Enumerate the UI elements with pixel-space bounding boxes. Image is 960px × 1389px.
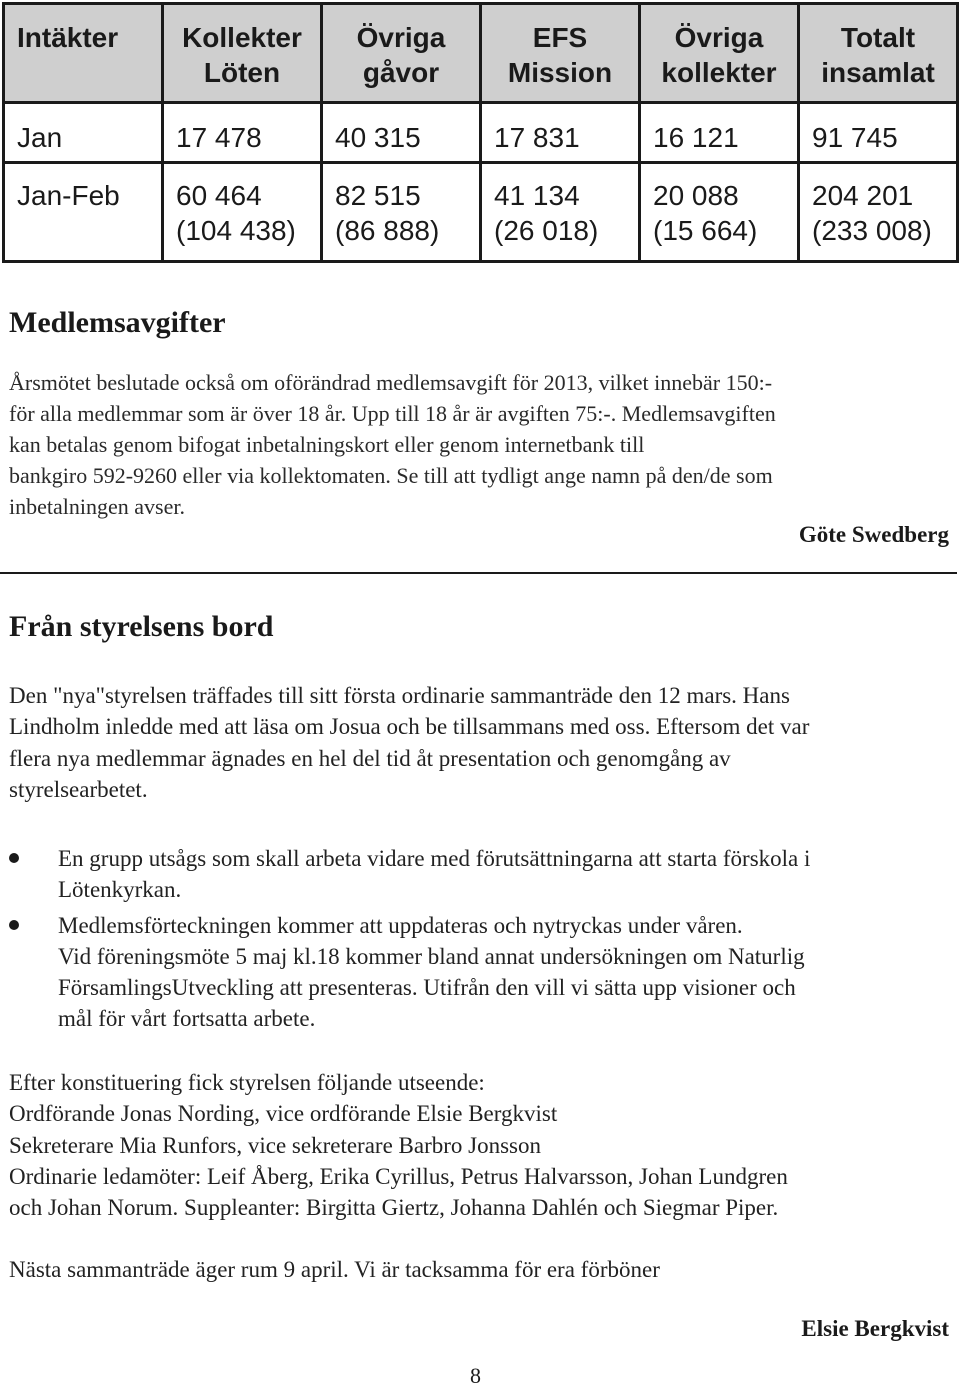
table-cell: [640, 103, 799, 163]
cell-value: 20 088: [653, 180, 739, 211]
header-text: Kollekter: [182, 22, 302, 53]
text-line: FörsamlingsUtveckling att presenteras. Utifrån den vill vi sätta upp visioner och: [58, 975, 796, 1001]
board-constitution-paragraph: [9, 1067, 954, 1223]
list-item: [9, 843, 954, 906]
table-cell: [640, 163, 799, 262]
cell-value: 91 745: [812, 122, 898, 153]
bullet-icon: [9, 853, 19, 863]
membership-signature: Göte Swedberg: [798, 522, 949, 547]
table-cell: [799, 103, 958, 163]
row-label: Jan-Feb: [4, 163, 163, 262]
text-line: och Johan Norum. Suppleanter: Birgitta Giertz, Johanna Dahlén och Siegmar Piper.: [9, 1195, 779, 1221]
header-text: Mission: [507, 57, 613, 88]
text-line: Medlemsförteckningen kommer att uppdateras och nytryckas under våren.: [58, 912, 743, 938]
row-label: Jan: [4, 103, 163, 163]
board-intro-paragraph: [9, 680, 954, 805]
header-cell-efs-mission: [481, 4, 640, 103]
board-signature: Elsie Bergkvist: [801, 1316, 949, 1341]
cell-value: 17 478: [176, 122, 262, 153]
text-line: styrelsearbetet.: [9, 776, 148, 802]
cell-previous-value: (104 438): [176, 215, 296, 246]
table-cell: [799, 163, 958, 262]
header-text: Intäkter: [17, 22, 119, 53]
table-cell: [163, 163, 322, 262]
header-text: EFS: [532, 22, 588, 53]
header-text: Löten: [203, 57, 281, 88]
text-line: Sekreterare Mia Runfors, vice sekreterare Barbro Jonsson: [9, 1132, 541, 1158]
cell-value: 204 201: [812, 180, 914, 211]
text-line: Nästa sammanträde äger rum 9 april. Vi är tacksamma för era förböner: [9, 1257, 660, 1282]
text-line: bankgiro 592-9260 eller via kollektomaten. Se till att tydligt ange namn på den/de som: [9, 463, 773, 488]
board-bullet-list: [9, 843, 954, 1035]
header-cell-ovriga-gavor: [322, 4, 481, 103]
table-cell: [481, 103, 640, 163]
membership-heading: Medlemsavgifter: [9, 306, 226, 339]
table-cell: [322, 103, 481, 163]
text-line: Efter konstituering fick styrelsen följande utseende:: [9, 1070, 485, 1095]
text-line: Lindholm inledde med att läsa om Josua och be tillsammans med oss. Eftersom det var: [9, 714, 810, 740]
text-line: Ordförande Jonas Nording, vice ordförande Elsie Bergkvist: [9, 1101, 558, 1127]
cell-value: 60 464: [176, 180, 262, 211]
text-line: Den "nya"styrelsen träffades till sitt första ordinarie sammanträde den 12 mars. Hans: [9, 683, 790, 708]
next-meeting-text: [9, 1254, 954, 1285]
header-cell-ovriga-kollekter: [640, 4, 799, 103]
text-line: mål för vårt fortsatta arbete.: [58, 1006, 316, 1032]
header-text: kollekter: [661, 57, 777, 88]
header-text: gåvor: [362, 57, 440, 88]
text-line: Lötenkyrkan.: [58, 877, 182, 903]
cell-value: 17 831: [494, 122, 580, 153]
text-line: flera nya medlemmar ägnades en hel del tid åt presentation och genomgång av: [9, 745, 731, 771]
table-cell: [322, 163, 481, 262]
header-text: Övriga: [674, 22, 764, 53]
text-line: Ordinarie ledamöter: Leif Åberg, Erika Cyrillus, Petrus Halvarsson, Johan Lundgren: [9, 1163, 788, 1189]
income-table: [2, 2, 959, 263]
list-item: [9, 910, 954, 1035]
text-line: Årsmötet beslutade också om oförändrad medlemsavgift för 2013, vilket innebär 150:-: [9, 370, 773, 395]
text-line: kan betalas genom bifogat inbetalningskort eller genom internetbank till: [9, 432, 645, 457]
cell-previous-value: (26 018): [494, 215, 599, 246]
text-line: Vid föreningsmöte 5 maj kl.18 kommer bland annat undersökningen om Naturlig: [58, 943, 805, 969]
table-header-row: [4, 4, 958, 103]
cell-value: 40 315: [335, 122, 421, 153]
header-cell-kollekter-loten: [163, 4, 322, 103]
cell-previous-value: (86 888): [335, 215, 440, 246]
table-row: [4, 103, 958, 163]
text-line: för alla medlemmar som är över 18 år. Upp till 18 år är avgiften 75:-. Medlemsavgiften: [9, 401, 776, 426]
header-text: Övriga: [356, 22, 446, 53]
board-heading: Från styrelsens bord: [9, 610, 274, 643]
cell-value: 82 515: [335, 180, 421, 211]
table-row: [4, 163, 958, 262]
cell-value: 41 134: [494, 180, 580, 211]
cell-previous-value: (233 008): [812, 215, 932, 246]
membership-paragraph: [9, 367, 954, 522]
header-cell-totalt-insamlat: [799, 4, 958, 103]
table-cell: [163, 103, 322, 163]
header-text: Totalt: [840, 22, 916, 53]
text-line: inbetalningen avser.: [9, 494, 185, 519]
cell-value: 16 121: [653, 122, 739, 153]
bullet-icon: [9, 920, 19, 930]
header-cell-intakter: [4, 4, 163, 103]
page-number: 8: [470, 1363, 481, 1388]
header-text: insamlat: [821, 57, 935, 88]
section-divider: [0, 572, 957, 574]
table-cell: [481, 163, 640, 262]
cell-previous-value: (15 664): [653, 215, 758, 246]
text-line: En grupp utsågs som skall arbeta vidare med förutsättningarna att starta förskola i: [58, 846, 811, 871]
